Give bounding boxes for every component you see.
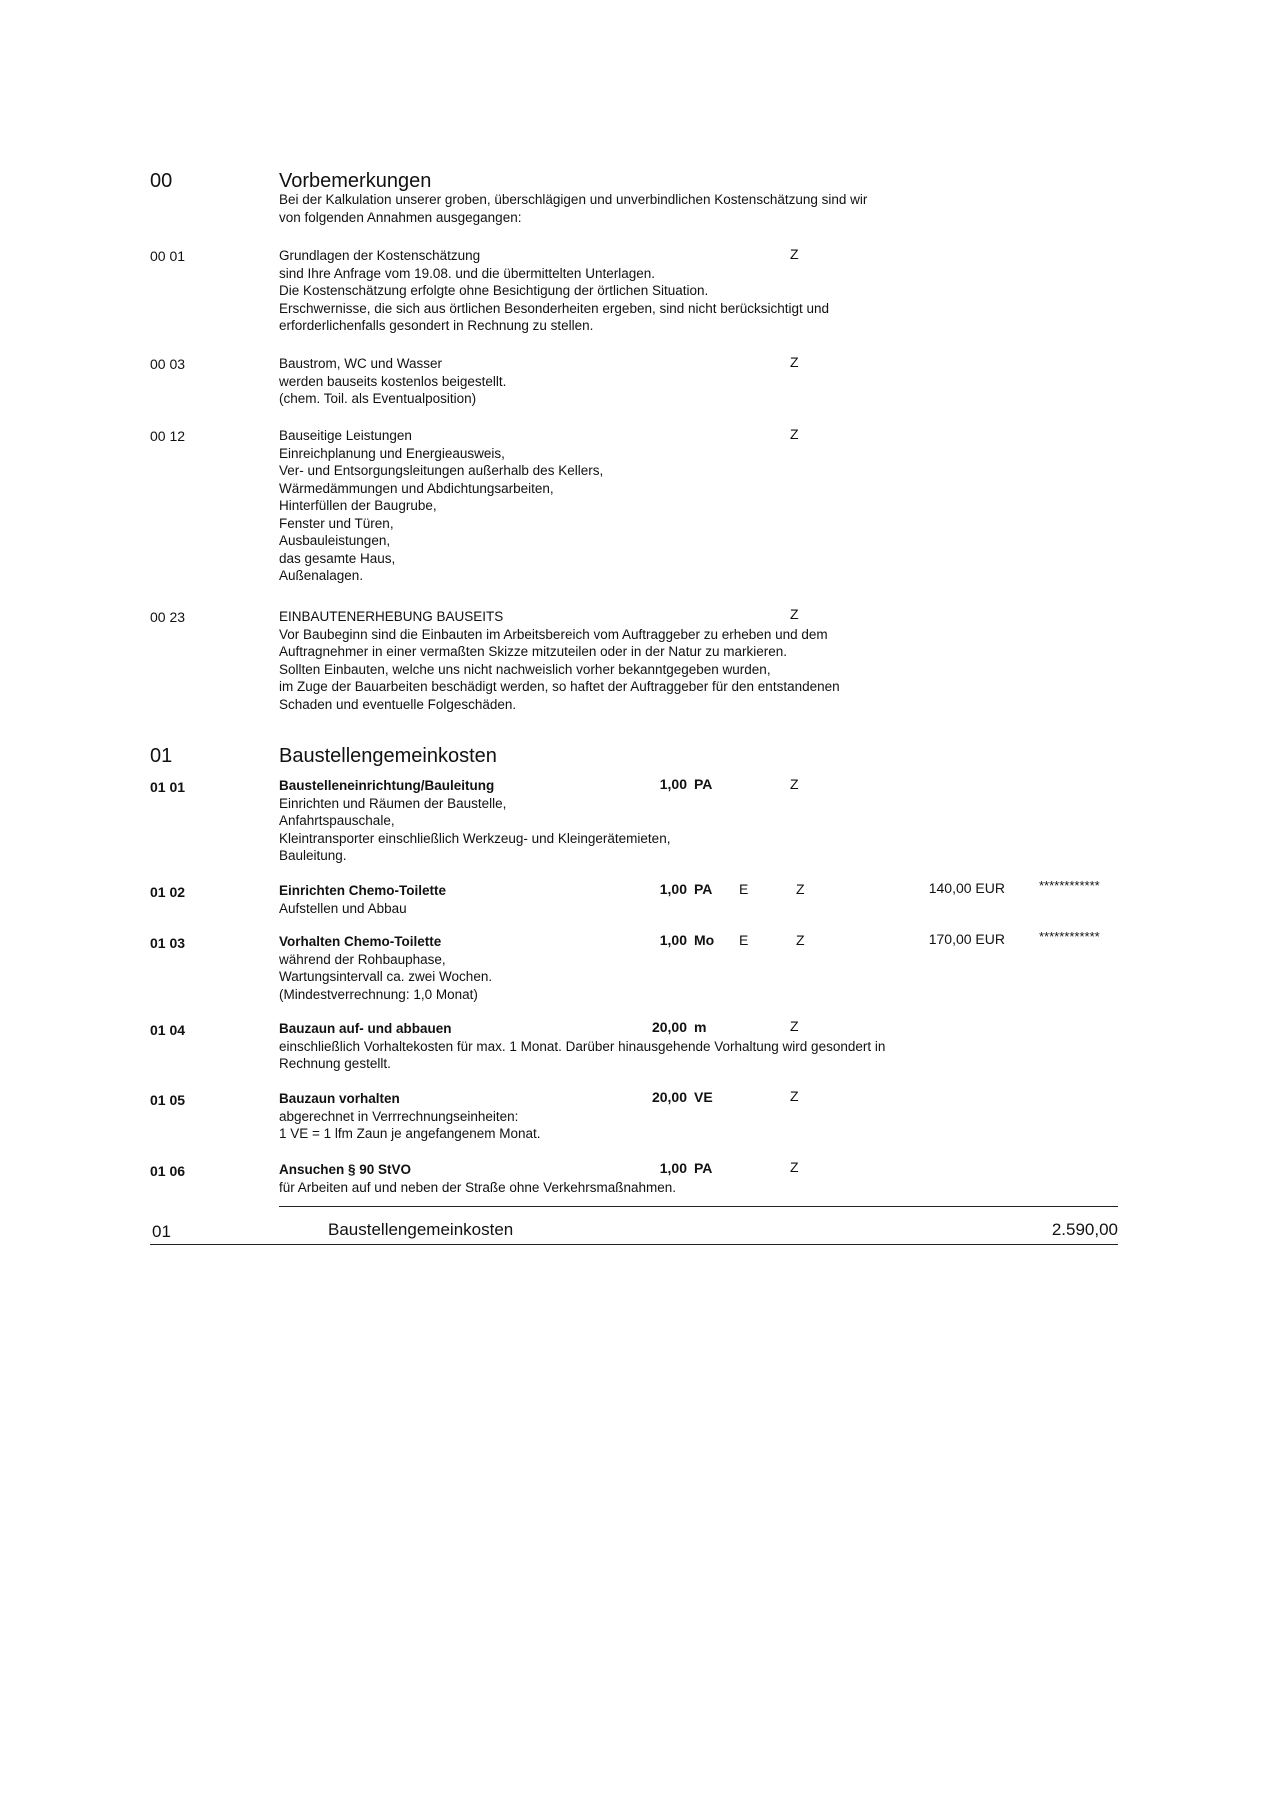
z-flag: Z	[790, 1159, 799, 1175]
item-text: Einrichten Chemo-Toilette Aufstellen und Abbau	[279, 883, 447, 916]
item-number: 00 12	[150, 428, 186, 444]
item-text: Vorhalten Chemo-Toilette während der Rohbauphase, Wartungsintervall ca. zwei Wochen. (Mindestverrechnung: 1,0 Monat)	[279, 934, 493, 1002]
quantity: 1,00	[659, 776, 687, 792]
summary-top-rule	[279, 1206, 1118, 1207]
quantity: 20,00	[651, 1019, 687, 1035]
item-number: 00 03	[150, 356, 186, 372]
item-text: Baustelleneinrichtung/Bauleitung Einrichten und Räumen der Baustelle, Anfahrtspauschale, Kleintransporter einschließlich Werkzeug- und Kleingerätemieten, Bauleitung.	[279, 778, 671, 863]
item-text: Ansuchen § 90 StVO für Arbeiten auf und neben der Straße ohne Verkehrsmaßnahmen.	[279, 1162, 676, 1195]
item-number: 01 01	[150, 779, 186, 795]
item-number: 01 06	[150, 1163, 186, 1179]
item-number: 01 02	[150, 884, 186, 900]
total-masked: ************	[1039, 878, 1100, 893]
item-text: Bauseitige Leistungen Einreichplanung und Energieausweis, Ver- und Entsorgungsleitungen außerhalb des Kellers, Wärmedämmungen und Abdichtungsarbeiten, Hinterfüllen der Baugrube, Fenster und Türen, Ausbauleistungen, das gesamte Haus, Außenalagen.	[279, 428, 604, 583]
z-flag: Z	[790, 606, 799, 622]
section-number: 00	[150, 170, 173, 192]
z-flag: Z	[796, 881, 805, 897]
unit: Mo	[694, 932, 715, 948]
section-title: Baustellengemeinkosten	[279, 745, 497, 767]
item-text: Baustrom, WC und Wasser werden bauseits kostenlos beigestellt. (chem. Toil. als Eventualposition)	[279, 356, 507, 406]
item-text: Bauzaun vorhalten abgerechnet in Verrrechnungseinheiten: 1 VE = 1 lfm Zaun je angefangenem Monat.	[279, 1091, 541, 1141]
quantity: 20,00	[651, 1089, 687, 1105]
unit: VE	[694, 1089, 713, 1105]
item-text: EINBAUTENERHEBUNG BAUSEITS Vor Baubeginn sind die Einbauten im Arbeitsbereich vom Auftraggeber zu erheben und dem Auftragnehmer in einer vermaßten Skizze mitzuteilen oder in der Natur zu markieren. Sollten Einbauten, welche uns nicht nachweislich vorher bekanntgegeben wurden, im Zuge der Bauarbeiten beschädigt werden, so haftet der Auftraggeber für den entstandenen Schaden und eventuelle Folgeschäden.	[279, 609, 840, 712]
item-number: 01 05	[150, 1092, 186, 1108]
z-flag: Z	[790, 1018, 799, 1034]
summary-amount: 2.590,00	[1051, 1220, 1118, 1239]
total-masked: ************	[1039, 929, 1100, 944]
e-flag: E	[739, 932, 749, 948]
section-number: 01	[150, 745, 173, 767]
section-intro: Bei der Kalkulation unserer groben, überschlägigen und unverbindlichen Kostenschätzung sind wir von folgenden Annahmen ausgegangen:	[279, 192, 868, 225]
unit: PA	[694, 1160, 713, 1176]
unit: m	[694, 1019, 707, 1035]
item-text: Grundlagen der Kostenschätzung sind Ihre Anfrage vom 19.08. und die übermittelten Unterlagen. Die Kostenschätzung erfolgte ohne Besichtigung der örtlichen Situation. Erschwernisse, die sich aus örtlichen Besonderheiten ergeben, sind nicht berücksichtigt und erforderlichenfalls gesondert in Rechnung zu stellen.	[279, 248, 830, 333]
summary-bottom-rule	[150, 1244, 1118, 1245]
summary-number: 01	[152, 1222, 171, 1241]
quantity: 1,00	[659, 881, 687, 897]
item-text: Bauzaun auf- und abbauen einschließlich Vorhaltekosten für max. 1 Monat. Darüber hinausgehende Vorhaltung wird gesondert in Rechnung gestellt.	[279, 1021, 886, 1071]
unit-price: 140,00 EUR	[928, 880, 1005, 896]
z-flag: Z	[790, 354, 799, 370]
z-flag: Z	[790, 246, 799, 262]
e-flag: E	[739, 881, 749, 897]
z-flag: Z	[790, 426, 799, 442]
section-title: Vorbemerkungen	[279, 170, 432, 192]
quantity: 1,00	[659, 932, 687, 948]
item-number: 01 03	[150, 935, 186, 951]
item-number: 00 23	[150, 609, 186, 625]
z-flag: Z	[796, 932, 805, 948]
quantity: 1,00	[659, 1160, 687, 1176]
summary-title: Baustellengemeinkosten	[328, 1220, 514, 1239]
item-number: 01 04	[150, 1022, 186, 1038]
unit-price: 170,00 EUR	[928, 931, 1005, 947]
unit: PA	[694, 881, 713, 897]
item-number: 00 01	[150, 248, 186, 264]
unit: PA	[694, 776, 713, 792]
z-flag: Z	[790, 776, 799, 792]
z-flag: Z	[790, 1088, 799, 1104]
